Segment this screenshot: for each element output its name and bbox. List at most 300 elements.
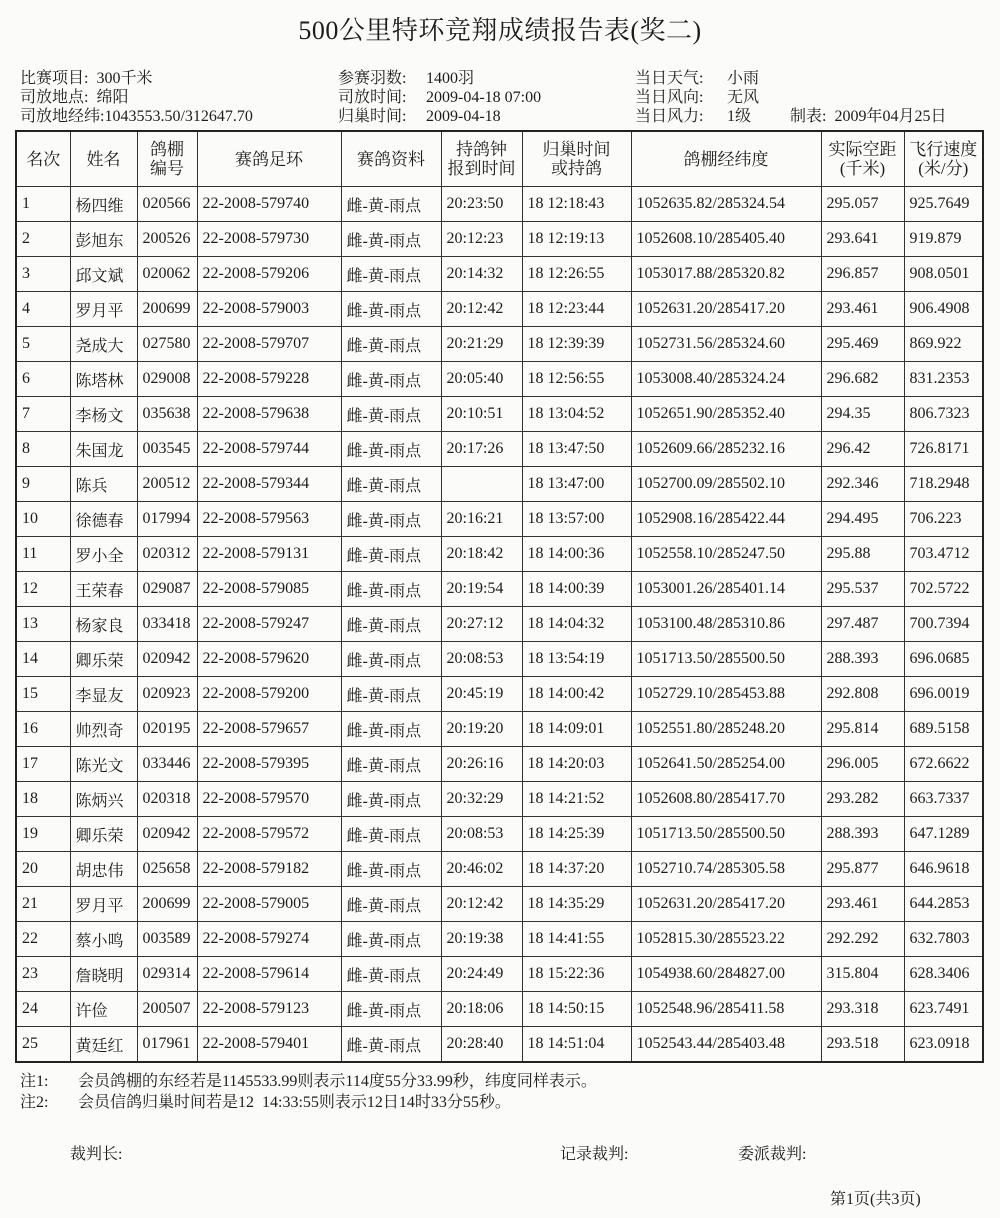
info-wind-force-label: 当日风力: [635,108,704,125]
cell-name: 邱文斌 [70,257,137,292]
info-wind-force [635,107,751,126]
cell-loft-id: 020566 [137,187,197,222]
cell-bird-info: 雌-黄-雨点 [341,642,441,677]
cell-arrival: 18 14:09:01 [522,712,631,747]
table-row [16,537,983,572]
cell-ring: 22-2008-579563 [197,502,341,537]
cell-rank: 18 [16,782,70,817]
cell-speed: 672.6622 [904,747,983,782]
table-row [16,747,983,782]
cell-bird-info: 雌-黄-雨点 [341,292,441,327]
cell-clock-time: 20:18:06 [441,992,522,1027]
cell-rank: 23 [16,957,70,992]
cell-name: 徐德春 [70,502,137,537]
info-release-place-label: 司放地点: [20,89,89,106]
cell-name: 朱国龙 [70,432,137,467]
cell-distance: 295.877 [821,852,904,887]
cell-clock-time: 20:27:12 [441,607,522,642]
cell-ring: 22-2008-579344 [197,467,341,502]
table-row [16,502,983,537]
assigned-judge-label: 委派裁判: [738,1146,807,1163]
cell-bird-info: 雌-黄-雨点 [341,782,441,817]
info-wind-force-value: 1级 [727,108,752,125]
info-weather-value: 小雨 [727,70,760,87]
cell-clock-time: 20:45:19 [441,677,522,712]
cell-distance: 315.804 [821,957,904,992]
table-row [16,607,983,642]
header-distance: 实际空距 (千米) [821,131,904,187]
info-wind-direction-value: 无风 [727,89,760,106]
cell-name: 杨家良 [70,607,137,642]
cell-clock-time: 20:08:53 [441,817,522,852]
chief-judge-label: 裁判长: [70,1146,123,1163]
cell-bird-info: 雌-黄-雨点 [341,397,441,432]
cell-bird-info: 雌-黄-雨点 [341,257,441,292]
cell-ring: 22-2008-579614 [197,957,341,992]
cell-ring: 22-2008-579005 [197,887,341,922]
cell-name: 李显友 [70,677,137,712]
cell-clock-time: 20:32:29 [441,782,522,817]
cell-name: 彭旭东 [70,222,137,257]
cell-bird-info: 雌-黄-雨点 [341,677,441,712]
cell-loft-id: 029087 [137,572,197,607]
cell-bird-info: 雌-黄-雨点 [341,607,441,642]
cell-name: 蔡小鸣 [70,922,137,957]
cell-arrival: 18 13:54:19 [522,642,631,677]
cell-speed: 696.0685 [904,642,983,677]
cell-ring: 22-2008-579744 [197,432,341,467]
info-event-value: 300千米 [96,70,153,87]
cell-clock-time: 20:46:02 [441,852,522,887]
cell-name: 卿乐荣 [70,817,137,852]
cell-speed: 644.2853 [904,887,983,922]
cell-speed: 702.5722 [904,572,983,607]
cell-clock-time: 20:12:42 [441,887,522,922]
cell-coords: 1052729.10/285453.88 [631,677,821,712]
cell-loft-id: 200699 [137,887,197,922]
cell-coords: 1052548.96/285411.58 [631,992,821,1027]
cell-name: 王荣春 [70,572,137,607]
cell-loft-id: 200507 [137,992,197,1027]
table-row [16,712,983,747]
cell-bird-info: 雌-黄-雨点 [341,502,441,537]
table-row [16,222,983,257]
cell-coords: 1052731.56/285324.60 [631,327,821,362]
cell-clock-time: 20:05:40 [441,362,522,397]
table-row [16,817,983,852]
cell-speed: 726.8171 [904,432,983,467]
report-title: 500公里特环竞翔成绩报告表(奖二) [298,16,702,45]
info-entries-label: 参赛羽数: [338,70,407,87]
cell-distance: 295.88 [821,537,904,572]
cell-rank: 1 [16,187,70,222]
cell-arrival: 18 14:20:03 [522,747,631,782]
cell-distance: 288.393 [821,817,904,852]
header-clock-time: 持鸽钟 报到时间 [441,131,522,187]
info-prepared [790,107,946,126]
info-return-time [338,107,501,126]
cell-distance: 294.35 [821,397,904,432]
cell-speed: 925.7649 [904,187,983,222]
cell-coords: 1052558.10/285247.50 [631,537,821,572]
cell-speed: 718.2948 [904,467,983,502]
cell-coords: 1052908.16/285422.44 [631,502,821,537]
cell-bird-info: 雌-黄-雨点 [341,747,441,782]
cell-clock-time: 20:12:23 [441,222,522,257]
table-row [16,327,983,362]
cell-name: 罗月平 [70,887,137,922]
info-weather-label: 当日天气: [635,70,704,87]
cell-loft-id: 020195 [137,712,197,747]
cell-loft-id: 029314 [137,957,197,992]
cell-ring: 22-2008-579638 [197,397,341,432]
cell-loft-id: 020312 [137,537,197,572]
results-body [16,187,983,1063]
cell-arrival: 18 13:57:00 [522,502,631,537]
cell-rank: 25 [16,1027,70,1063]
header-ring: 赛鸽足环 [197,131,341,187]
cell-rank: 8 [16,432,70,467]
cell-bird-info: 雌-黄-雨点 [341,467,441,502]
cell-loft-id: 017961 [137,1027,197,1063]
cell-bird-info: 雌-黄-雨点 [341,957,441,992]
page-number: 第1页(共3页) [830,1191,921,1208]
cell-speed: 869.922 [904,327,983,362]
cell-ring: 22-2008-579707 [197,327,341,362]
cell-bird-info: 雌-黄-雨点 [341,1027,441,1063]
cell-arrival: 18 14:04:32 [522,607,631,642]
cell-arrival: 18 12:39:39 [522,327,631,362]
cell-clock-time: 20:28:40 [441,1027,522,1063]
info-prepared-value: 2009年04月25日 [834,108,947,125]
cell-bird-info: 雌-黄-雨点 [341,572,441,607]
cell-ring: 22-2008-579657 [197,712,341,747]
cell-loft-id: 029008 [137,362,197,397]
cell-arrival: 18 13:47:00 [522,467,631,502]
cell-bird-info: 雌-黄-雨点 [341,327,441,362]
cell-distance: 295.814 [821,712,904,747]
cell-ring: 22-2008-579247 [197,607,341,642]
cell-speed: 632.7803 [904,922,983,957]
cell-rank: 14 [16,642,70,677]
cell-coords: 1053008.40/285324.24 [631,362,821,397]
cell-distance: 293.318 [821,992,904,1027]
cell-distance: 293.461 [821,887,904,922]
cell-ring: 22-2008-579200 [197,677,341,712]
cell-name: 罗月平 [70,292,137,327]
cell-arrival: 18 12:56:55 [522,362,631,397]
cell-name: 杨四维 [70,187,137,222]
cell-speed: 919.879 [904,222,983,257]
cell-speed: 703.4712 [904,537,983,572]
cell-clock-time: 20:24:49 [441,957,522,992]
cell-clock-time: 20:10:51 [441,397,522,432]
table-row [16,782,983,817]
info-event-label: 比赛项目: [20,70,89,87]
table-row [16,362,983,397]
table-row [16,292,983,327]
cell-clock-time: 20:19:54 [441,572,522,607]
cell-bird-info: 雌-黄-雨点 [341,362,441,397]
cell-name: 帅烈奇 [70,712,137,747]
info-prepared-label: 制表: [790,108,827,125]
cell-name: 尧成大 [70,327,137,362]
cell-arrival: 18 12:23:44 [522,292,631,327]
cell-distance: 297.487 [821,607,904,642]
cell-name: 陈兵 [70,467,137,502]
header-loft-id: 鸽棚 编号 [137,131,197,187]
table-row [16,852,983,887]
cell-arrival: 18 14:50:15 [522,992,631,1027]
cell-ring: 22-2008-579274 [197,922,341,957]
cell-distance: 293.641 [821,222,904,257]
table-row [16,1027,983,1063]
cell-arrival: 18 12:26:55 [522,257,631,292]
cell-loft-id: 033418 [137,607,197,642]
info-return-time-label: 归巢时间: [338,108,407,125]
results-table [15,130,984,1063]
cell-rank: 6 [16,362,70,397]
info-wind-direction [635,88,759,107]
cell-clock-time: 20:08:53 [441,642,522,677]
cell-speed: 806.7323 [904,397,983,432]
cell-distance: 292.346 [821,467,904,502]
info-release-coords-label: 司放地经纬: [20,108,105,125]
cell-coords: 1052551.80/285248.20 [631,712,821,747]
cell-name: 卿乐荣 [70,642,137,677]
cell-arrival: 18 14:51:04 [522,1027,631,1063]
header-name: 姓名 [70,131,137,187]
cell-rank: 10 [16,502,70,537]
cell-clock-time: 20:23:50 [441,187,522,222]
cell-speed: 623.0918 [904,1027,983,1063]
cell-arrival: 18 14:00:39 [522,572,631,607]
cell-speed: 628.3406 [904,957,983,992]
table-row [16,432,983,467]
cell-name: 罗小全 [70,537,137,572]
cell-loft-id: 020062 [137,257,197,292]
table-row [16,467,983,502]
table-row [16,642,983,677]
cell-distance: 294.495 [821,502,904,537]
cell-bird-info: 雌-黄-雨点 [341,432,441,467]
cell-speed: 831.2353 [904,362,983,397]
cell-bird-info: 雌-黄-雨点 [341,887,441,922]
cell-speed: 647.1289 [904,817,983,852]
cell-ring: 22-2008-579570 [197,782,341,817]
cell-speed: 646.9618 [904,852,983,887]
cell-coords: 1052608.10/285405.40 [631,222,821,257]
note-2-label: 注2: [20,1094,49,1111]
cell-ring: 22-2008-579730 [197,222,341,257]
cell-coords: 1054938.60/284827.00 [631,957,821,992]
cell-loft-id: 017994 [137,502,197,537]
cell-loft-id: 020942 [137,817,197,852]
cell-coords: 1052631.20/285417.20 [631,887,821,922]
note-1 [20,1072,597,1092]
cell-name: 李杨文 [70,397,137,432]
cell-speed: 689.5158 [904,712,983,747]
cell-name: 许俭 [70,992,137,1027]
table-row [16,887,983,922]
cell-arrival: 18 14:00:36 [522,537,631,572]
cell-bird-info: 雌-黄-雨点 [341,922,441,957]
info-entries [338,69,474,88]
cell-distance: 296.682 [821,362,904,397]
cell-loft-id: 003589 [137,922,197,957]
cell-rank: 9 [16,467,70,502]
cell-distance: 296.857 [821,257,904,292]
cell-name: 詹晓明 [70,957,137,992]
cell-ring: 22-2008-579003 [197,292,341,327]
cell-bird-info: 雌-黄-雨点 [341,222,441,257]
cell-rank: 21 [16,887,70,922]
cell-rank: 22 [16,922,70,957]
cell-ring: 22-2008-579123 [197,992,341,1027]
cell-coords: 1052608.80/285417.70 [631,782,821,817]
cell-distance: 292.292 [821,922,904,957]
cell-arrival: 18 14:35:29 [522,887,631,922]
cell-ring: 22-2008-579620 [197,642,341,677]
cell-loft-id: 200699 [137,292,197,327]
cell-arrival: 18 14:41:55 [522,922,631,957]
cell-coords: 1051713.50/285500.50 [631,642,821,677]
cell-bird-info: 雌-黄-雨点 [341,187,441,222]
table-row [16,957,983,992]
info-weather [635,69,759,88]
info-release-time-value: 2009-04-18 07:00 [426,89,542,106]
cell-loft-id: 020923 [137,677,197,712]
cell-speed: 696.0019 [904,677,983,712]
cell-arrival: 18 13:04:52 [522,397,631,432]
info-entries-value: 1400羽 [426,70,475,87]
header-bird-info: 赛鸽资料 [341,131,441,187]
cell-bird-info: 雌-黄-雨点 [341,712,441,747]
header-speed: 飞行速度 (米/分) [904,131,983,187]
cell-rank: 19 [16,817,70,852]
table-row [16,922,983,957]
cell-rank: 12 [16,572,70,607]
cell-coords: 1052635.82/285324.54 [631,187,821,222]
table-row [16,187,983,222]
cell-clock-time: 20:12:42 [441,292,522,327]
cell-clock-time: 20:18:42 [441,537,522,572]
cell-loft-id: 035638 [137,397,197,432]
cell-distance: 292.808 [821,677,904,712]
cell-loft-id: 003545 [137,432,197,467]
header-rank: 名次 [16,131,70,187]
cell-loft-id: 027580 [137,327,197,362]
cell-arrival: 18 12:19:13 [522,222,631,257]
cell-loft-id: 033446 [137,747,197,782]
cell-ring: 22-2008-579131 [197,537,341,572]
cell-coords: 1053100.48/285310.86 [631,607,821,642]
cell-rank: 15 [16,677,70,712]
cell-loft-id: 025658 [137,852,197,887]
cell-coords: 1052700.09/285502.10 [631,467,821,502]
note-2-text: 会员信鸽归巢时间若是12 14:33:55则表示12日14时33分55秒。 [78,1094,511,1111]
cell-clock-time: 20:26:16 [441,747,522,782]
cell-ring: 22-2008-579206 [197,257,341,292]
cell-speed: 663.7337 [904,782,983,817]
cell-bird-info: 雌-黄-雨点 [341,852,441,887]
cell-coords: 1053017.88/285320.82 [631,257,821,292]
cell-coords: 1052543.44/285403.48 [631,1027,821,1063]
cell-rank: 17 [16,747,70,782]
cell-clock-time: 20:19:38 [441,922,522,957]
cell-rank: 13 [16,607,70,642]
cell-name: 陈塔林 [70,362,137,397]
cell-rank: 2 [16,222,70,257]
info-return-time-value: 2009-04-18 [426,108,501,125]
cell-ring: 22-2008-579228 [197,362,341,397]
results-header [16,131,983,187]
note-1-label: 注1: [20,1073,49,1090]
cell-coords: 1052815.30/285523.22 [631,922,821,957]
cell-name: 陈光文 [70,747,137,782]
header-row [16,131,983,187]
cell-rank: 11 [16,537,70,572]
cell-name: 胡忠伟 [70,852,137,887]
header-arrival: 归巢时间 或持鸽 [522,131,631,187]
cell-distance: 293.518 [821,1027,904,1063]
cell-speed: 906.4908 [904,292,983,327]
cell-rank: 3 [16,257,70,292]
cell-bird-info: 雌-黄-雨点 [341,992,441,1027]
cell-speed: 700.7394 [904,607,983,642]
table-row [16,992,983,1027]
cell-clock-time: 20:16:21 [441,502,522,537]
cell-clock-time: 20:17:26 [441,432,522,467]
cell-coords: 1051713.50/285500.50 [631,817,821,852]
cell-loft-id: 020942 [137,642,197,677]
cell-distance: 295.057 [821,187,904,222]
note-1-text: 会员鸽棚的东经若是1145533.99则表示114度55分33.99秒，纬度同样表示。 [78,1073,597,1090]
record-judge-label: 记录裁判: [560,1146,629,1163]
cell-speed: 623.7491 [904,992,983,1027]
cell-clock-time: 20:21:29 [441,327,522,362]
info-release-coords-value: 1043553.50/312647.70 [104,108,253,125]
cell-name: 陈炳兴 [70,782,137,817]
cell-arrival: 18 13:47:50 [522,432,631,467]
cell-rank: 5 [16,327,70,362]
cell-distance: 288.393 [821,642,904,677]
cell-distance: 295.469 [821,327,904,362]
cell-rank: 24 [16,992,70,1027]
cell-ring: 22-2008-579572 [197,817,341,852]
cell-rank: 16 [16,712,70,747]
cell-distance: 293.282 [821,782,904,817]
table-row [16,397,983,432]
cell-bird-info: 雌-黄-雨点 [341,817,441,852]
info-wind-direction-label: 当日风向: [635,89,704,106]
table-row [16,572,983,607]
note-2 [20,1093,511,1113]
cell-name: 黄廷红 [70,1027,137,1063]
cell-distance: 293.461 [821,292,904,327]
cell-rank: 7 [16,397,70,432]
cell-speed: 706.223 [904,502,983,537]
cell-coords: 1052651.90/285352.40 [631,397,821,432]
cell-loft-id: 200526 [137,222,197,257]
cell-arrival: 18 12:18:43 [522,187,631,222]
info-release-place-value: 绵阳 [96,89,129,106]
cell-ring: 22-2008-579401 [197,1027,341,1063]
info-release-time-label: 司放时间: [338,89,407,106]
cell-distance: 296.42 [821,432,904,467]
cell-coords: 1053001.26/285401.14 [631,572,821,607]
cell-distance: 295.537 [821,572,904,607]
